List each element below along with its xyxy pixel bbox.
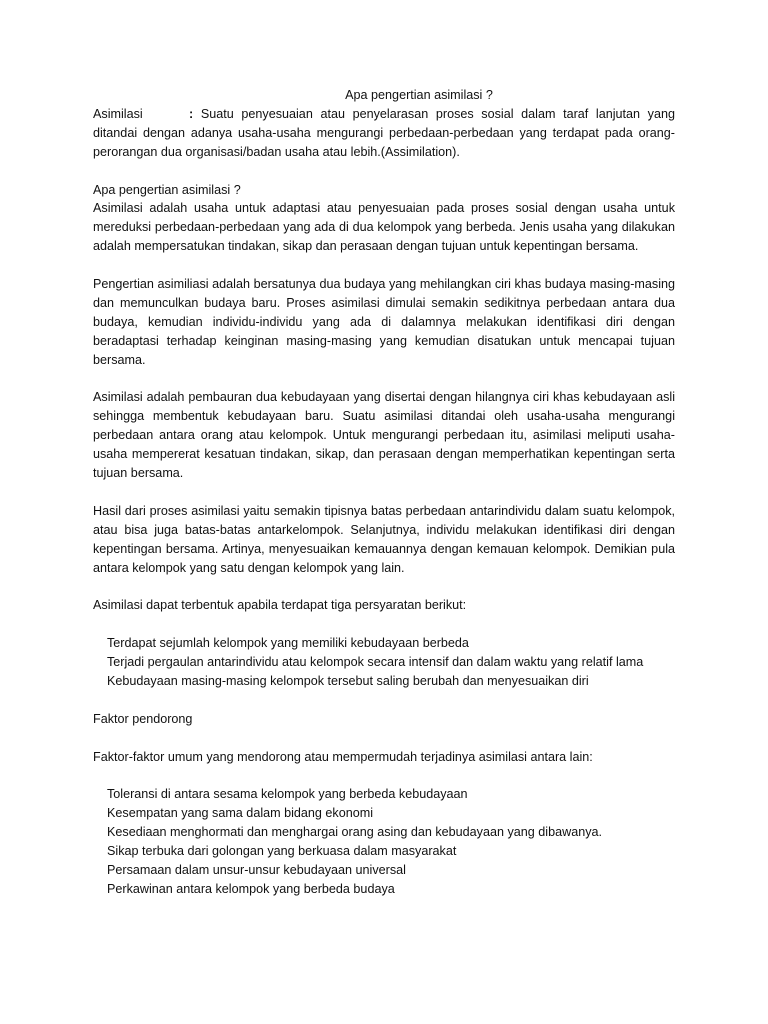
paragraph-6: Faktor-faktor umum yang mendorong atau mempermudah terjadinya asimilasi antara lain: [93,749,593,764]
requirements-list [93,634,675,691]
paragraph-gap [93,767,675,786]
list-item: Terdapat sejumlah kelompok yang memiliki kebudayaan berbeda [107,636,469,651]
document-title: Apa pengertian asimilasi ? [345,88,493,102]
definition-text: Suatu penyesuaian atau penyelarasan proses sosial dalam taraf lanjutan yang ditandai dengan adanya usaha-usaha mengurangi perbedaan-perbedaan yang terdapat pada orang-perorangan dua organisasi/badan usaha atau lebih.(Assimilation). [93,106,675,159]
list-item: Toleransi di antara sesama kelompok yang berbeda kebudayaan [107,787,468,802]
paragraph-gap [93,691,675,710]
paragraph-2: Pengertian asimiliasi adalah bersatunya dua budaya yang mehilangkan ciri khas budaya masing-masing dan memunculkan budaya baru. Proses asimilasi dimulai semakin sedikitnya perbedaan antara dua budaya, kemudian individu-individu yang ada di dalamnya melakukan identifikasi diri dengan beradaptasi terhadap keinginan masing-masing yang kemudian disatukan untuk mencapai tujuan bersama. [93,277,675,367]
paragraph-gap [93,578,675,597]
paragraph-1: Asimilasi adalah usaha untuk adaptasi atau penyesuaian pada proses sosial dengan usaha untuk mereduksi perbedaan-perbedaan yang ada di dua kelompok yang berbeda. Jenis usaha yang dilakukan adalah mempersatukan tindakan, sikap dan perasaan dengan tujuan untuk kepentingan bersama. [93,201,675,254]
paragraph-gap [93,615,675,634]
paragraph-gap [93,370,675,389]
list-item: Sikap terbuka dari golongan yang berkuasa dalam masyarakat [107,844,457,859]
definition-row [93,105,675,162]
list-item: Kesempatan yang sama dalam bidang ekonomi [107,806,374,821]
paragraph-gap [93,483,675,502]
paragraph-gap [93,162,675,181]
section-heading-factors: Faktor pendorong [93,711,193,726]
paragraph-3: Asimilasi adalah pembauran dua kebudayaan yang disertai dengan hilangnya ciri khas kebudayaan asli sehingga membentuk kebudayaan baru. Suatu asimilasi ditandai oleh usaha-usaha mengurangi perbedaan antara orang atau kelompok. Untuk mengurangi perbedaan itu, asimilasi meliputi usaha-usaha mempererat kesatuan tindakan, sikap, dan perasaan dengan memperhatikan kepentingan serta tujuan bersama. [93,390,675,481]
paragraph-gap [93,256,675,275]
factors-list [93,785,675,898]
list-item: Perkawinan antara kelompok yang berbeda budaya [107,881,395,896]
list-item: Kesediaan menghormati dan menghargai orang asing dan kebudayaan yang dibawanya. [107,825,603,840]
list-item: Persamaan dalam unsur-unsur kebudayaan universal [107,863,406,878]
paragraph-4: Hasil dari proses asimilasi yaitu semakin tipisnya batas perbedaan antarindividu dalam suatu kelompok, atau bisa juga batas-batas antarkelompok. Selanjutnya, individu melakukan identifikasi diri dengan kepentingan bersama. Artinya, menyesuaikan kemauannya dengan kemauan kelompok. Demikian pula antara kelompok yang satu dengan kelompok yang lain. [93,503,675,575]
list-item: Kebudayaan masing-masing kelompok tersebut saling berubah dan menyesuaikan diri [107,674,589,688]
document-page [93,86,675,899]
definition-separator: : [189,106,194,121]
list-item: Terjadi pergaulan antarindividu atau kelompok secara intensif dan dalam waktu yang relatif lama [107,655,644,670]
definition-term: Asimilasi [93,106,143,121]
paragraph-gap [93,729,675,748]
question-heading: Apa pengertian asimilasi ? [93,182,241,197]
paragraph-5: Asimilasi dapat terbentuk apabila terdapat tiga persyaratan berikut: [93,598,467,613]
